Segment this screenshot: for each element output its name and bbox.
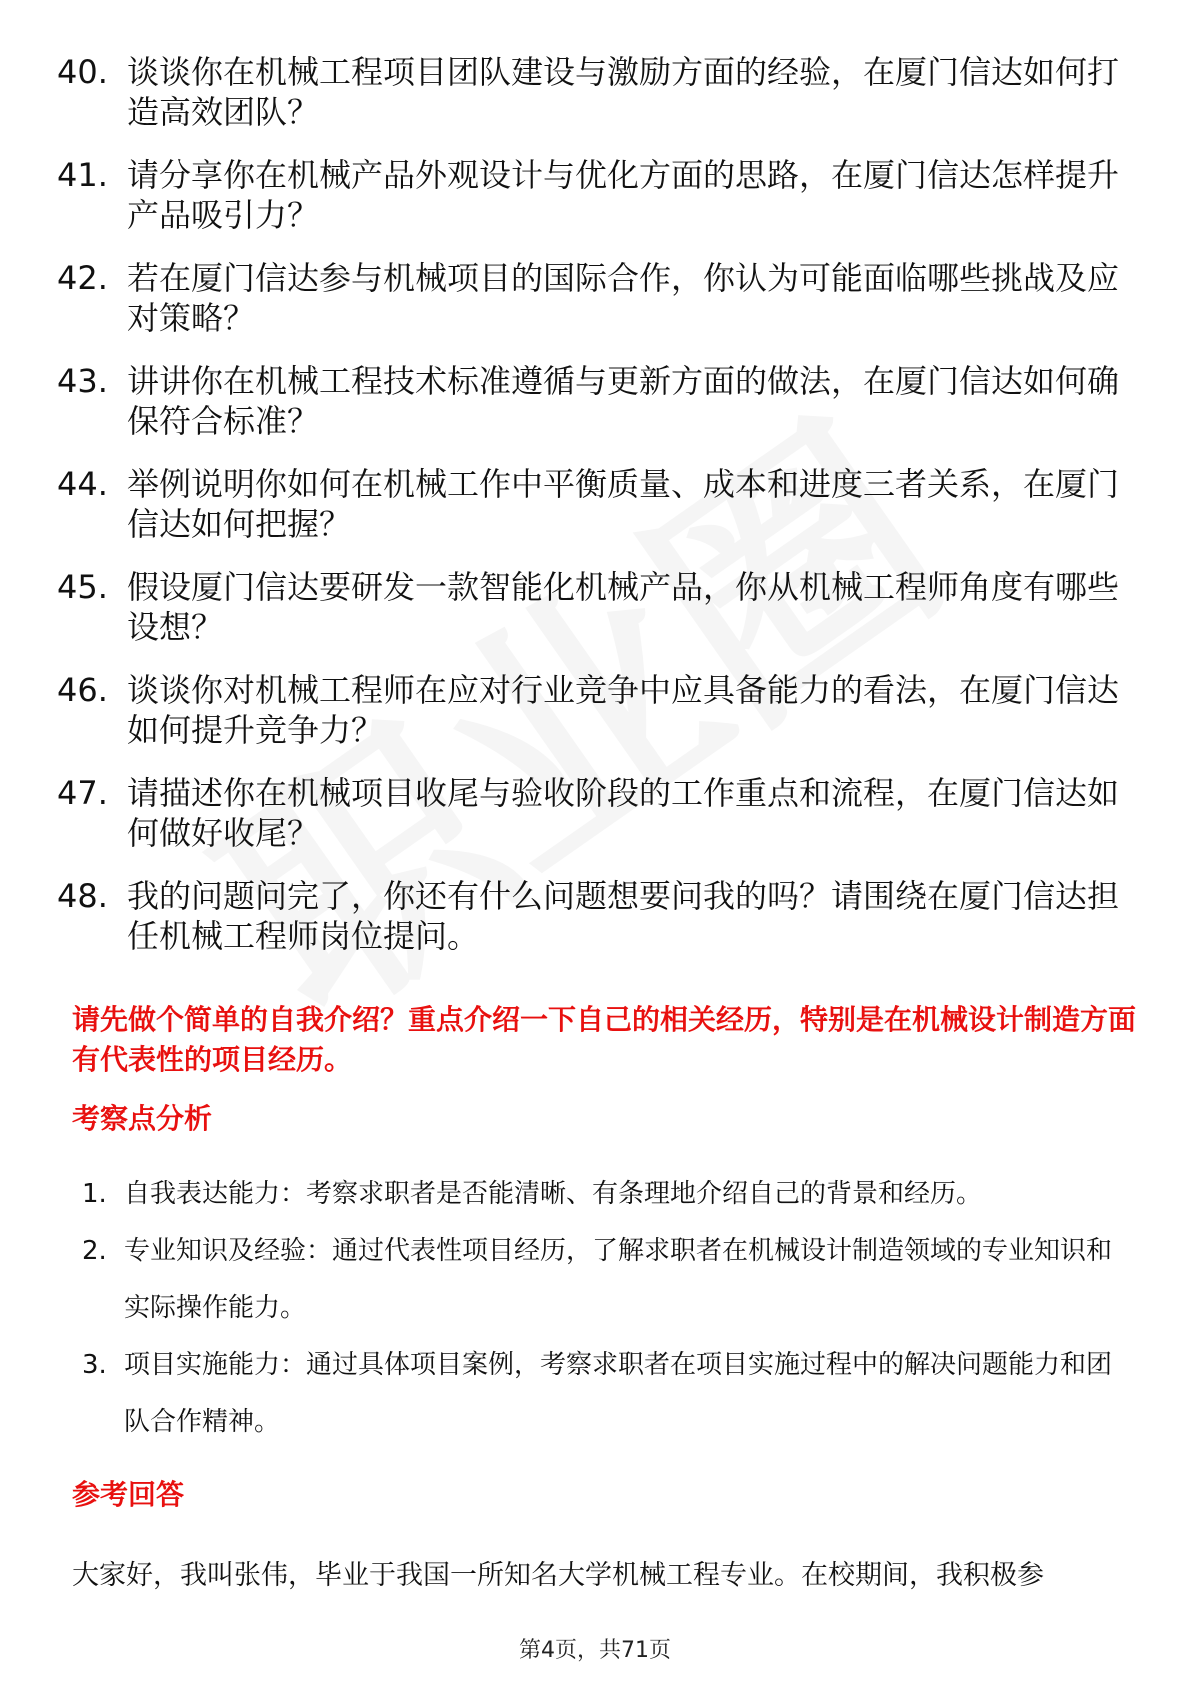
analysis-text: 自我表达能力：考察求职者是否能清晰、有条理地介绍自己的背景和经历。 xyxy=(124,1179,983,1209)
analysis-point xyxy=(82,1337,1132,1451)
question-item xyxy=(57,567,1137,647)
question-text: 举例说明你如何在机械工作中平衡质量、成本和进度三者关系，在厦门信达如何把握？ xyxy=(127,465,1120,543)
page-footer: 第4页，共71页 xyxy=(519,1638,671,1663)
analysis-text: 专业知识及经验：通过代表性项目经历，了解求职者在机械设计制造领域的专业知识和实际操作能力。 xyxy=(124,1236,1113,1323)
question-number: 41. xyxy=(57,156,108,194)
question-number: 40. xyxy=(57,53,108,91)
question-text: 谈谈你在机械工程项目团队建设与激励方面的经验，在厦门信达如何打造高效团队？ xyxy=(127,53,1120,131)
analysis-number: 2. xyxy=(82,1236,107,1266)
question-number: 45. xyxy=(57,568,108,606)
analysis-heading: 考察点分析 xyxy=(72,1102,213,1135)
question-number: 46. xyxy=(57,671,108,709)
question-item xyxy=(57,52,1137,132)
answer-text: 大家好，我叫张伟，毕业于我国一所知名大学机械工程专业。在校期间，我积极参 xyxy=(72,1560,1044,1591)
analysis-point xyxy=(82,1223,1132,1337)
question-number: 42. xyxy=(57,259,108,297)
analysis-point xyxy=(82,1166,1132,1223)
question-number: 44. xyxy=(57,465,108,503)
question-item xyxy=(57,155,1137,235)
question-item xyxy=(57,773,1137,853)
main-question: 请先做个简单的自我介绍？重点介绍一下自己的相关经历，特别是在机械设计制造方面有代表性的项目经历。 xyxy=(72,1003,1137,1076)
analysis-text: 项目实施能力：通过具体项目案例，考察求职者在项目实施过程中的解决问题能力和团队合作精神。 xyxy=(124,1350,1113,1437)
analysis-number: 1. xyxy=(82,1179,107,1209)
question-text: 若在厦门信达参与机械项目的国际合作，你认为可能面临哪些挑战及应对策略？ xyxy=(127,259,1120,337)
analysis-list xyxy=(82,1166,1132,1451)
question-item xyxy=(57,876,1137,956)
question-text: 请描述你在机械项目收尾与验收阶段的工作重点和流程，在厦门信达如何做好收尾？ xyxy=(127,774,1120,852)
question-text: 假设厦门信达要研发一款智能化机械产品，你从机械工程师角度有哪些设想？ xyxy=(127,568,1120,646)
question-text: 谈谈你对机械工程师在应对行业竞争中应具备能力的看法，在厦门信达如何提升竞争力？ xyxy=(127,671,1120,749)
question-text: 讲讲你在机械工程技术标准遵循与更新方面的做法，在厦门信达如何确保符合标准？ xyxy=(127,362,1120,440)
question-item xyxy=(57,361,1137,441)
question-item xyxy=(57,258,1137,338)
question-item xyxy=(57,464,1137,544)
question-item xyxy=(57,670,1137,750)
question-number: 48. xyxy=(57,877,108,915)
question-number: 47. xyxy=(57,774,108,812)
question-text: 我的问题问完了，你还有什么问题想要问我的吗？请围绕在厦门信达担任机械工程师岗位提问。 xyxy=(127,877,1120,955)
question-text: 请分享你在机械产品外观设计与优化方面的思路，在厦门信达怎样提升产品吸引力？ xyxy=(127,156,1120,234)
analysis-number: 3. xyxy=(82,1350,107,1380)
answer-heading: 参考回答 xyxy=(72,1478,185,1511)
question-list xyxy=(57,52,1137,979)
question-number: 43. xyxy=(57,362,108,400)
